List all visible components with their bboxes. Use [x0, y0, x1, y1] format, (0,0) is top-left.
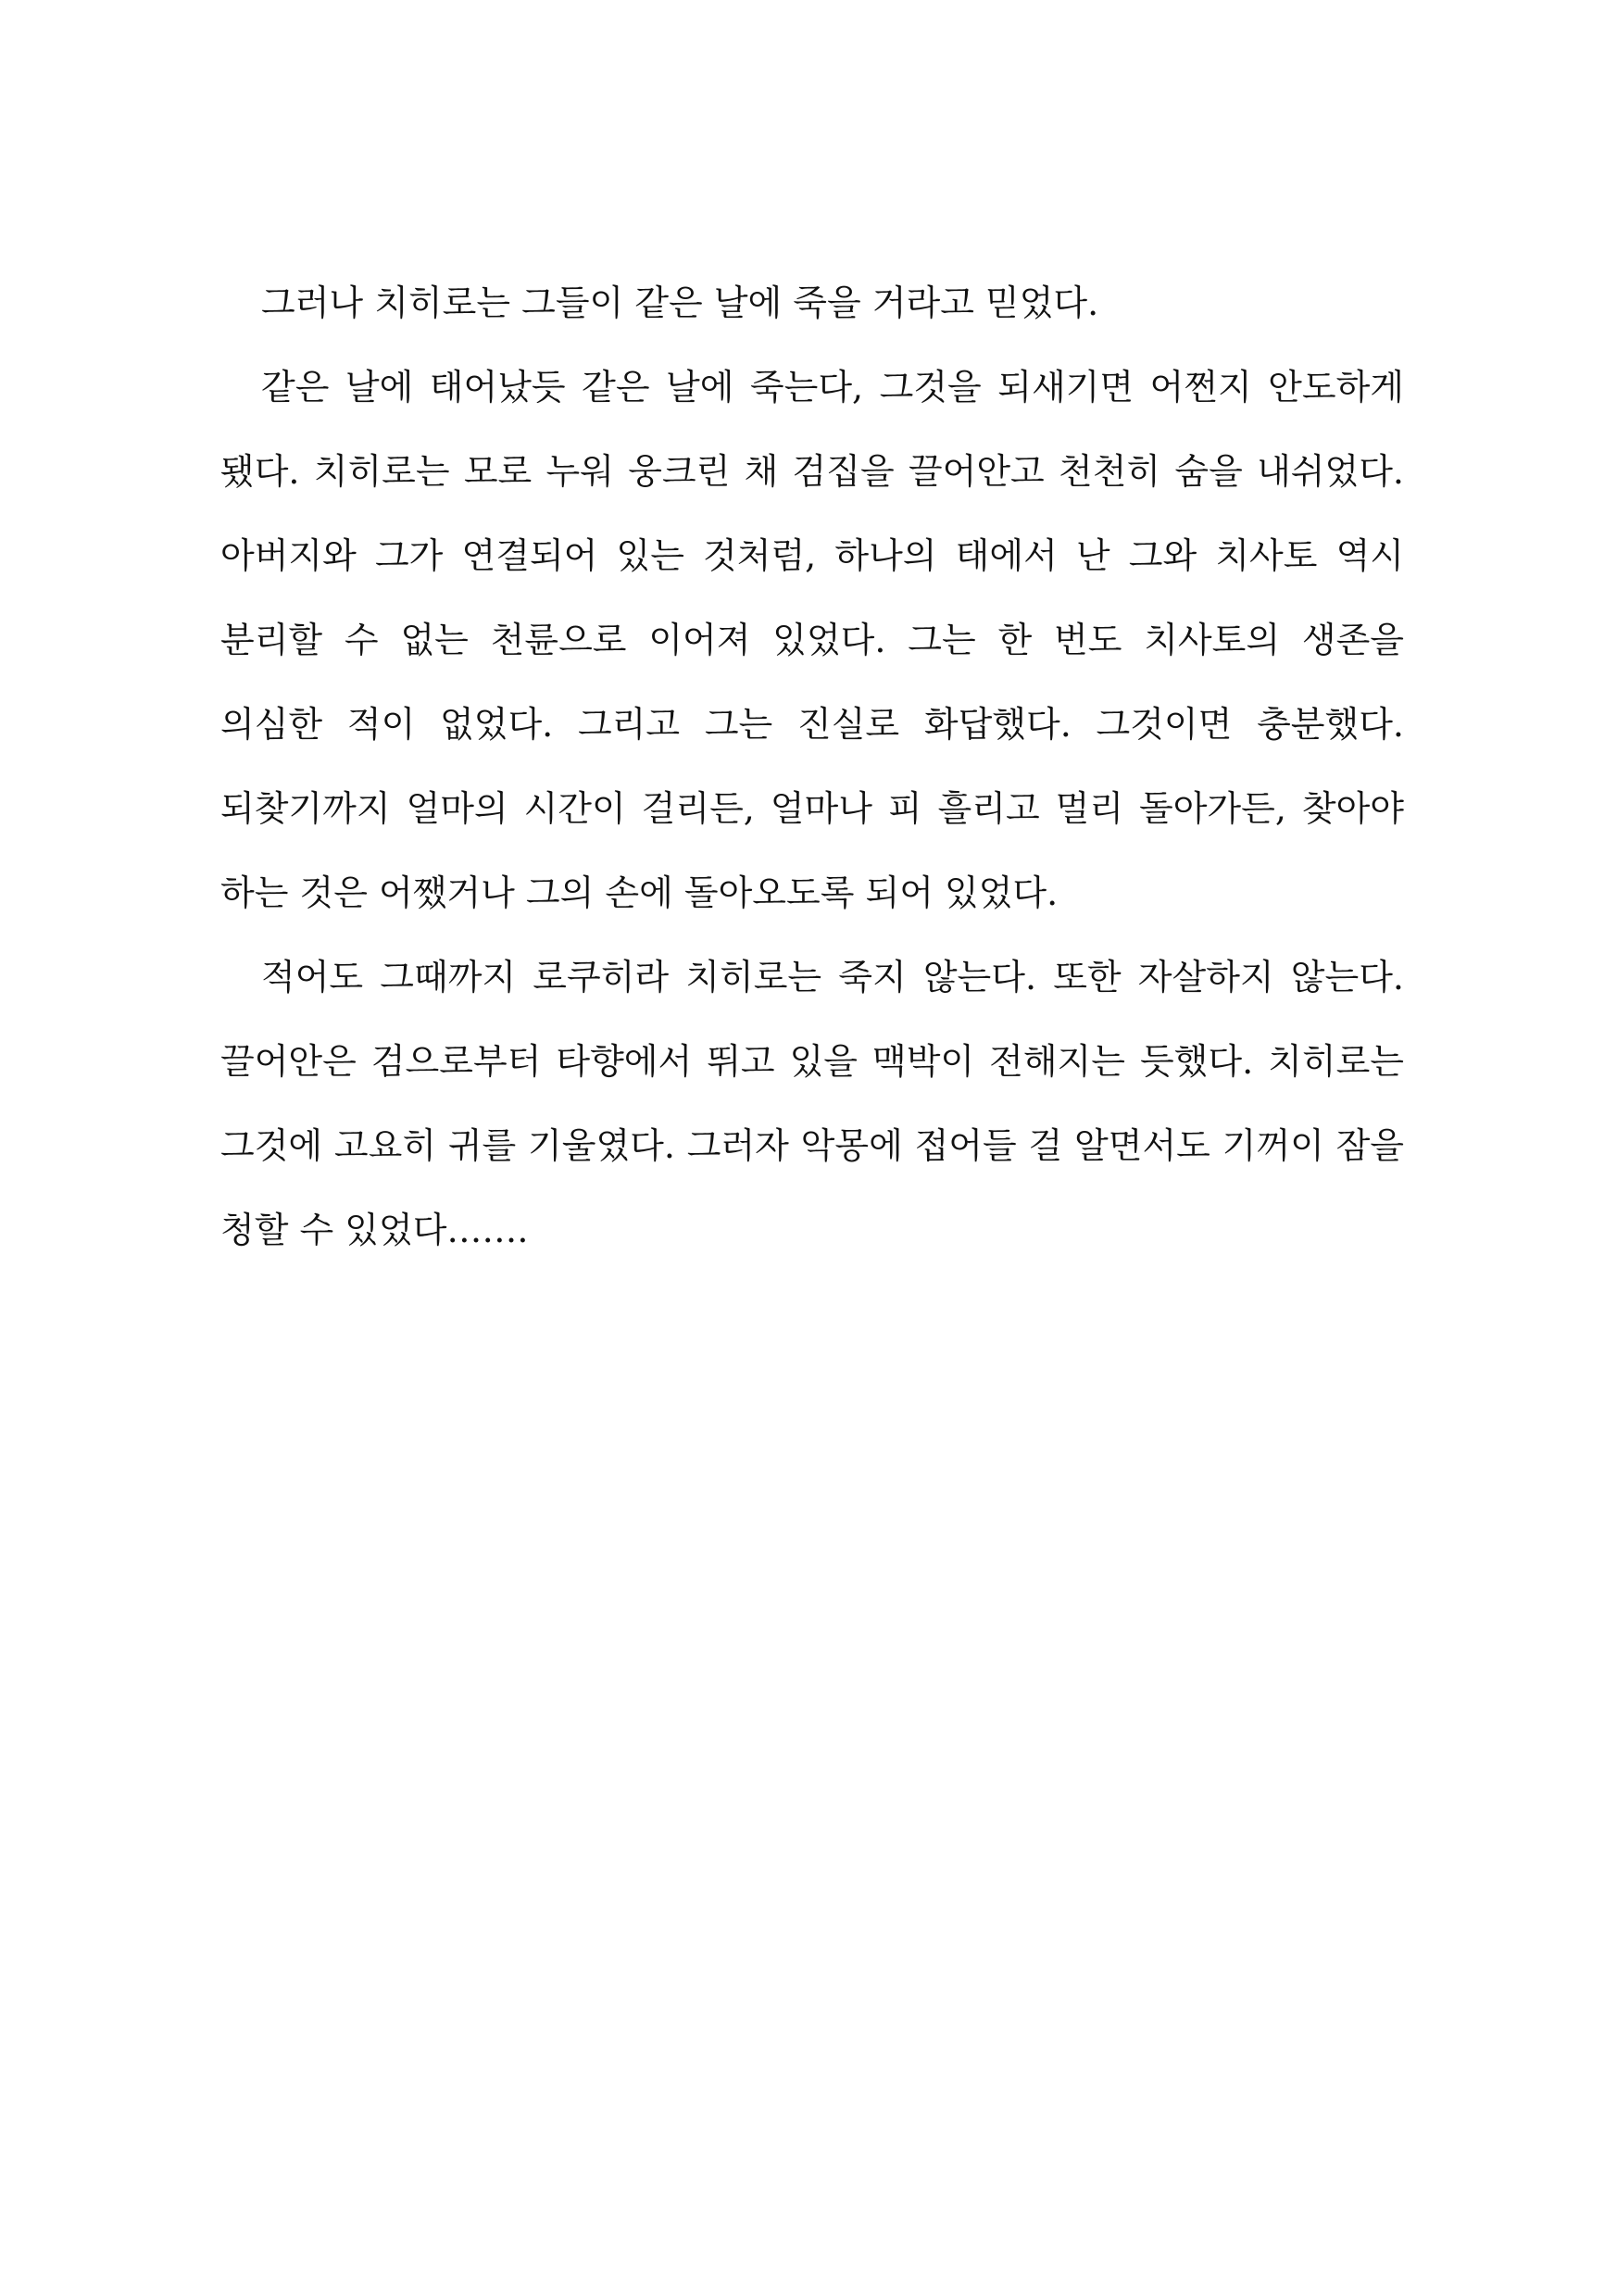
paragraph-2: 같은 날에 태어났듯 같은 날에 죽는다, 그것을 되새기면 어쩐지 안도하게 됐다. 치히로는 모로 누워 웅크린 채 검집을 끌어안고 천천히 숨을 내쉬었다. 아버지와 그가 연결되어 있는 것처럼, 하나의 태에서 난 그와 치사토 역시 분리할 수 없는 천륜으로 이어져 있었다. 그는 한 번도 치사토의 생존을 의심한 적이 없었다. 그리고 그는 진실로 화답했다. 그것이면 충분했다. 되찾기까지 얼마의 시간이 걸리든, 얼마나 피 흘리고 멀리 돌아가든, 찾아야 하는 것은 어쨌거나 그의 손에 돌아오도록 되어 있었다. [220, 367, 1404, 913]
body-text [220, 261, 1404, 1273]
paragraph-1: 그러나 치히로는 그들이 같은 날에 죽을 거라고 믿었다. [261, 282, 1099, 323]
paragraph-3: 적어도 그때까지 로쿠히라 치히로는 죽지 않는다. 또한 자살하지 않는다. 끌어안은 검으로부터 타향에서 뛰고 있을 맥박이 전해지는 듯했다. 치히로는 그것에 고요히 귀를 기울였다. 그러자 악몽에 접어들 걸 알면서도 기꺼이 잠을 청할 수 있었다……. [220, 957, 1404, 1250]
